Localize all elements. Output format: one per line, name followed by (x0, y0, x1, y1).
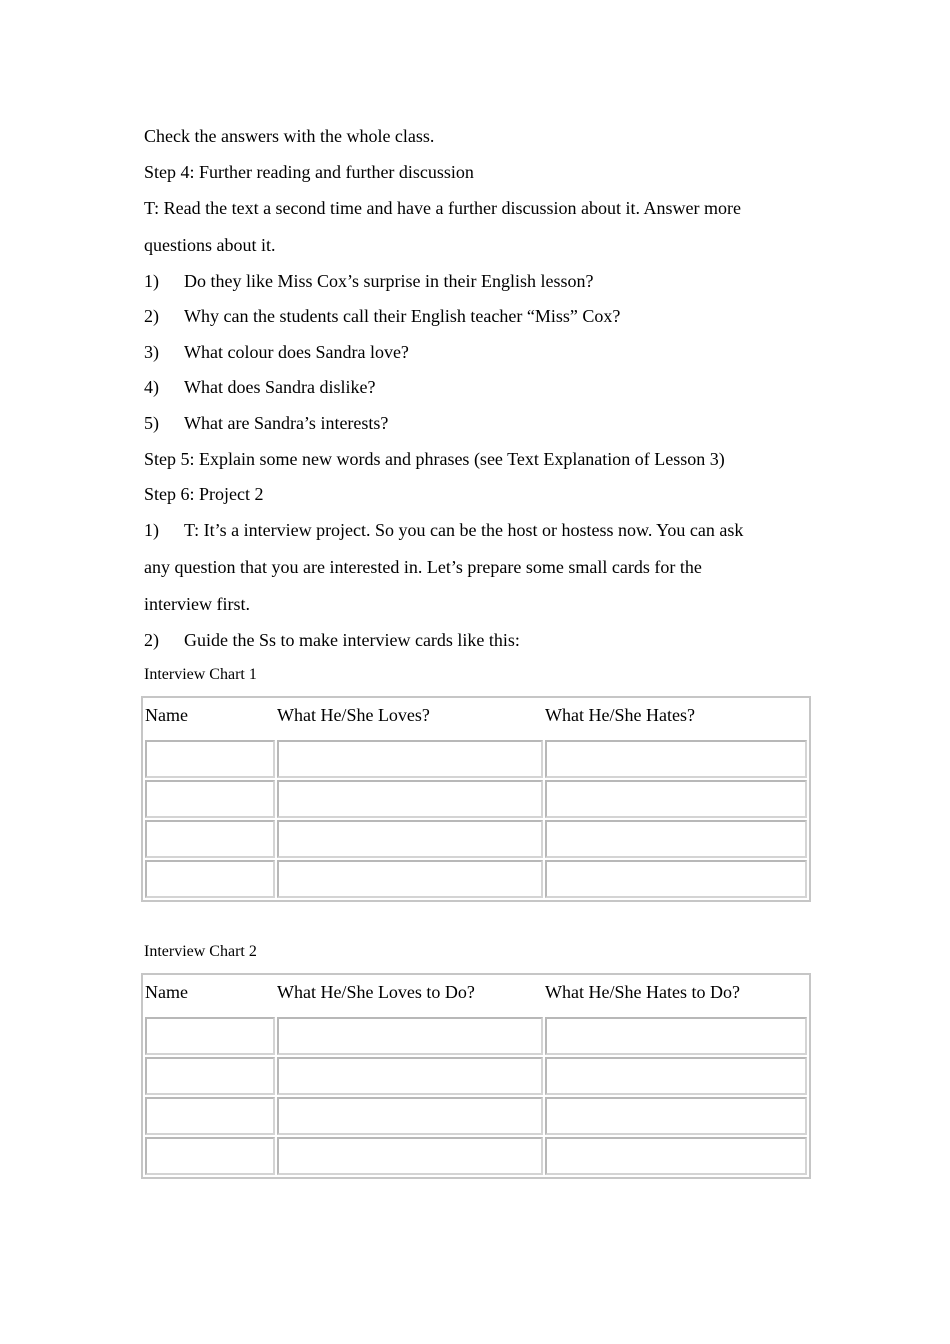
interview-chart-1 (141, 696, 811, 902)
paragraph-instruction-line1: T: Read the text a second time and have a further discussion about it. Answer more (144, 198, 741, 218)
project-item-number: 2) (144, 630, 159, 650)
table-cell (277, 1137, 543, 1175)
table-row (145, 1137, 807, 1175)
question-item (144, 340, 409, 364)
table-header-cell: What He/She Hates to Do? (545, 982, 740, 1002)
table-row (145, 820, 807, 858)
table-row (145, 860, 807, 898)
paragraph-step6: Step 6: Project 2 (144, 484, 264, 504)
question-item (144, 375, 375, 399)
table-cell (545, 1017, 807, 1055)
interview-chart-2 (141, 973, 811, 1179)
table-cell (545, 740, 807, 778)
table-cell (145, 780, 275, 818)
table-cell (545, 860, 807, 898)
table-row (145, 780, 807, 818)
table-header-cell: What He/She Loves? (276, 705, 430, 725)
table-header-row (145, 977, 807, 1015)
table-cell (277, 740, 543, 778)
question-number: 3) (144, 342, 159, 362)
table-cell (277, 1097, 543, 1135)
question-number: 5) (144, 413, 159, 433)
table-row (145, 1017, 807, 1055)
question-text: Do they like Miss Cox’s surprise in their English lesson? (184, 271, 594, 291)
project-item-text: Guide the Ss to make interview cards like this: (184, 630, 520, 650)
table-cell (145, 820, 275, 858)
paragraph-step5: Step 5: Explain some new words and phrases (see Text Explanation of Lesson 3) (144, 449, 725, 469)
project-item (144, 628, 520, 652)
chart1-caption: Interview Chart 1 (144, 666, 257, 683)
project-item-number: 1) (144, 520, 159, 540)
table-cell (277, 1017, 543, 1055)
table-header-cell: Name (145, 982, 188, 1002)
question-text: What colour does Sandra love? (184, 342, 409, 362)
question-item (144, 304, 620, 328)
table-row (145, 1057, 807, 1095)
question-number: 1) (144, 271, 159, 291)
project-item-continuation: interview first. (144, 594, 250, 614)
table-cell (545, 820, 807, 858)
table-cell (277, 1057, 543, 1095)
table-header-cell: Name (145, 705, 188, 725)
table-row (145, 740, 807, 778)
table-cell (545, 1097, 807, 1135)
table-cell (145, 860, 275, 898)
question-text: Why can the students call their English teacher “Miss” Cox? (184, 306, 621, 326)
project-item-continuation: any question that you are interested in. Let’s prepare some small cards for the (144, 557, 702, 577)
table-row (145, 1097, 807, 1135)
project-item (144, 518, 743, 542)
question-number: 4) (144, 377, 159, 397)
table-header-cell: What He/She Loves to Do? (276, 982, 475, 1002)
paragraph-instruction-line2: questions about it. (144, 235, 276, 255)
chart2-caption: Interview Chart 2 (144, 943, 257, 960)
table-cell (145, 1137, 275, 1175)
table-cell (545, 780, 807, 818)
question-item (144, 269, 593, 293)
table-cell (145, 1057, 275, 1095)
table-cell (145, 1097, 275, 1135)
table-cell (145, 740, 275, 778)
question-item (144, 411, 388, 435)
paragraph-step4: Step 4: Further reading and further discussion (144, 162, 474, 182)
table-cell (145, 1017, 275, 1055)
question-text: What does Sandra dislike? (184, 377, 376, 397)
table-cell (545, 1057, 807, 1095)
table-cell (545, 1137, 807, 1175)
table-header-cell: What He/She Hates? (545, 705, 695, 725)
table-header-row (145, 700, 807, 738)
paragraph-check-answers: Check the answers with the whole class. (144, 126, 435, 146)
question-text: What are Sandra’s interests? (184, 413, 389, 433)
question-number: 2) (144, 306, 159, 326)
table-cell (277, 820, 543, 858)
table-cell (277, 860, 543, 898)
table-cell (277, 780, 543, 818)
project-item-text: T: It’s a interview project. So you can be the host or hostess now. You can ask (184, 520, 744, 540)
